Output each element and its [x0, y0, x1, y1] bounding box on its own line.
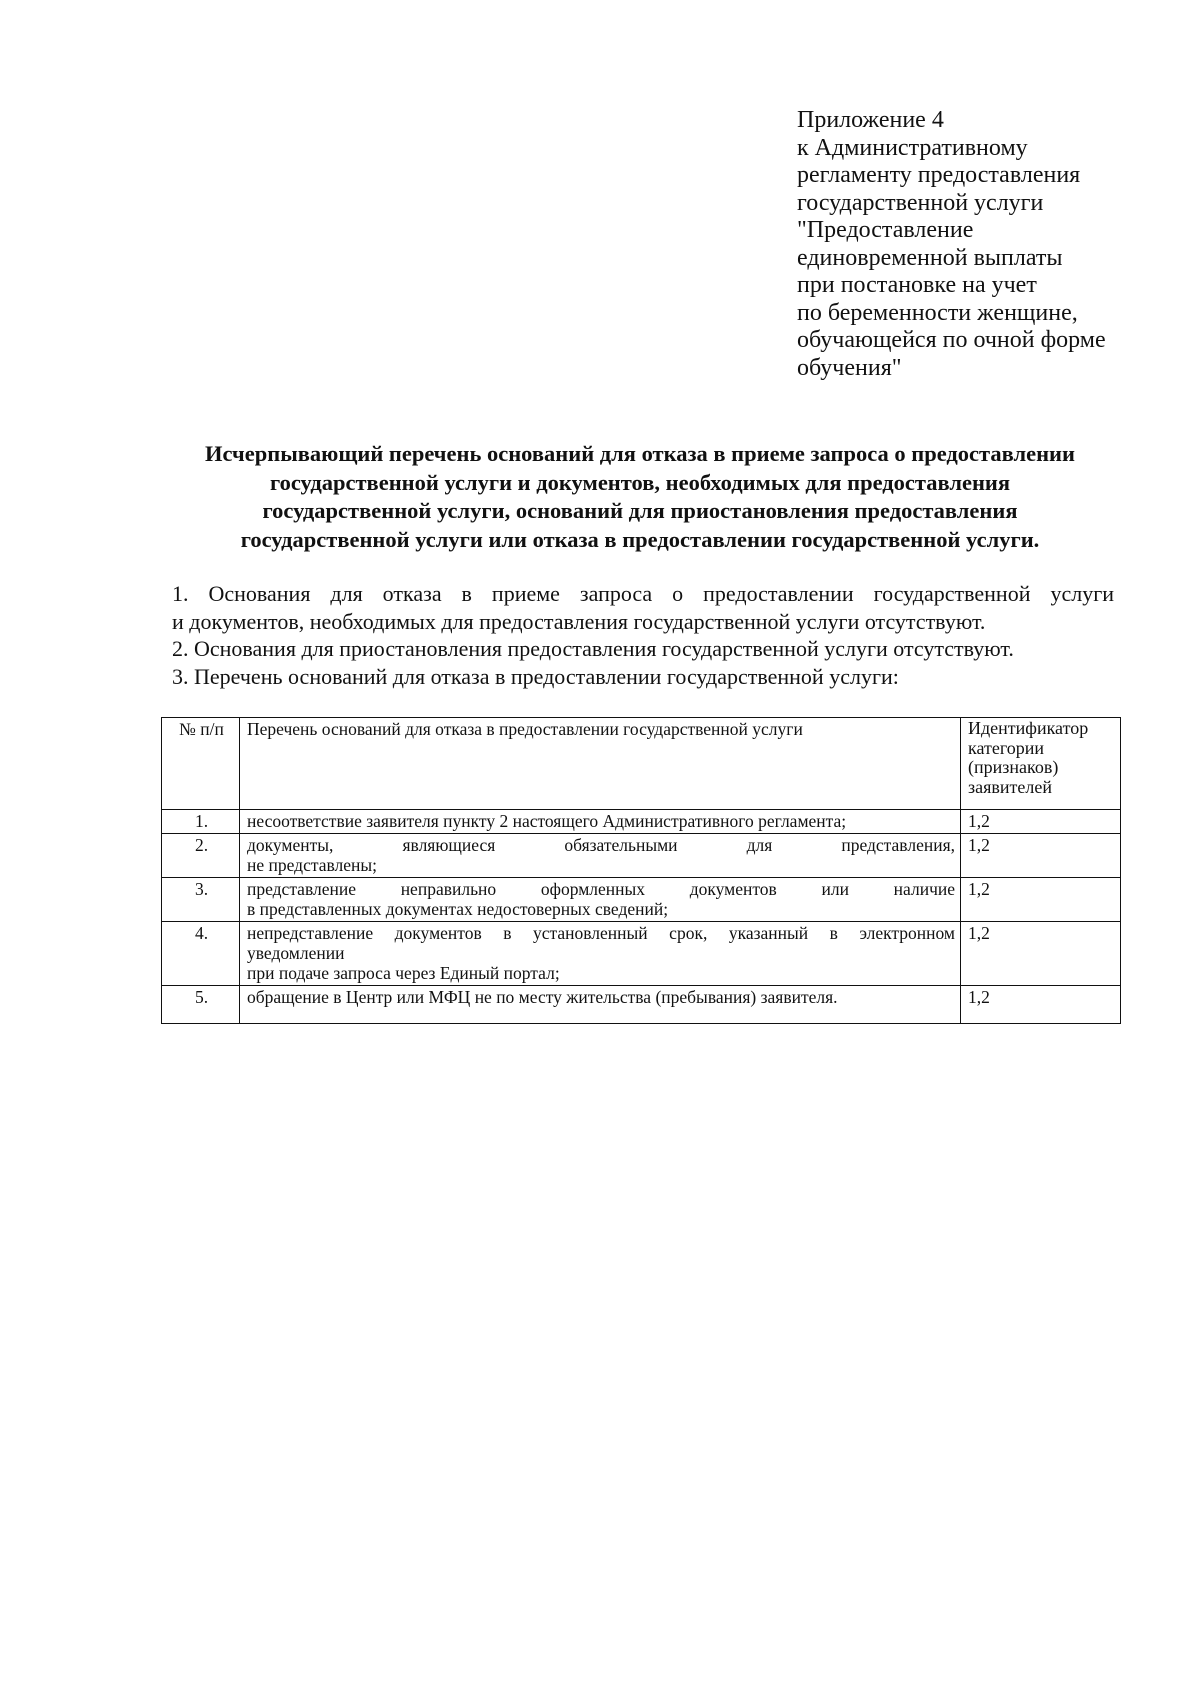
row-text-line: при подаче запроса через Единый портал;: [247, 963, 560, 983]
table-row: [162, 922, 1121, 986]
row-number: 4.: [162, 922, 240, 986]
row-identifier: 1,2: [961, 834, 1121, 878]
row-text-line: документы, являющиеся обязательными для представления,: [247, 835, 955, 855]
paragraph-1-line-1: 1. Основания для отказа в приеме запроса о предоставлении государственной услуги: [172, 581, 1114, 606]
appendix-line: "Предоставление: [797, 217, 974, 243]
row-text-line: обращение в Центр или МФЦ не по месту жительства (пребывания) заявителя.: [247, 987, 838, 1007]
paragraph-3: 3. Перечень оснований для отказа в предоставлении государственной услуги:: [172, 663, 899, 689]
row-identifier: 1,2: [961, 878, 1121, 922]
document-title: [160, 440, 1120, 554]
table-row: [162, 878, 1121, 922]
row-identifier: 1,2: [961, 922, 1121, 986]
row-text: [240, 922, 961, 986]
appendix-line: Приложение 4: [797, 107, 944, 133]
paragraph-1-line-2: и документов, необходимых для предоставления государственной услуги отсутствуют.: [172, 608, 986, 634]
row-text-line: несоответствие заявителя пункту 2 настоящего Административного регламента;: [247, 811, 847, 831]
row-text-line: представление неправильно оформленных документов или наличие: [247, 879, 955, 899]
row-text-line: в представленных документах недостоверных сведений;: [247, 899, 669, 919]
row-identifier: 1,2: [961, 986, 1121, 1024]
title-line: государственной услуги и документов, необходимых для предоставления: [269, 469, 1011, 495]
appendix-line: единовременной выплаты: [797, 244, 1063, 271]
header-identifier: Идентификатор категории (признаков) заявителей: [961, 718, 1121, 810]
appendix-line: обучающейся по очной форме: [797, 327, 1106, 353]
title-line: государственной услуги, оснований для приостановления предоставления: [262, 498, 1018, 523]
paragraph-2: 2. Основания для приостановления предоставления государственной услуги отсутствуют.: [172, 636, 1014, 661]
row-text: [240, 986, 961, 1024]
header-number: № п/п: [162, 718, 240, 810]
row-number: 2.: [162, 834, 240, 878]
row-text-line: уведомлении: [247, 943, 345, 963]
appendix-line: к Административному: [797, 134, 1028, 161]
appendix-line: государственной услуги: [797, 189, 1044, 216]
table-header-row: [162, 718, 1121, 810]
title-line: государственной услуги или отказа в предоставлении государственной услуги.: [240, 526, 1040, 552]
appendix-line: регламенту предоставления: [797, 162, 1081, 188]
row-number: 1.: [162, 810, 240, 834]
row-identifier: 1,2: [961, 810, 1121, 834]
row-text-line: непредставление документов в установленный срок, указанный в электронном: [247, 923, 955, 943]
refusal-grounds-table: [161, 717, 1121, 1024]
row-number: 5.: [162, 986, 240, 1024]
body-paragraphs: [172, 580, 1114, 690]
title-line: Исчерпывающий перечень оснований для отказа в приеме запроса о предоставлении: [205, 441, 1075, 466]
row-text-line: не представлены;: [247, 855, 377, 875]
header-grounds: Перечень оснований для отказа в предоставлении государственной услуги: [240, 718, 961, 810]
appendix-line: по беременности женщине,: [797, 299, 1078, 326]
row-text: [240, 810, 961, 834]
table-row: [162, 810, 1121, 834]
row-number: 3.: [162, 878, 240, 922]
table-row: [162, 986, 1121, 1024]
row-text: [240, 878, 961, 922]
appendix-block: [797, 107, 1177, 382]
row-text: [240, 834, 961, 878]
table-row: [162, 834, 1121, 878]
appendix-line: обучения": [797, 354, 902, 381]
appendix-line: при постановке на учет: [797, 272, 1037, 298]
